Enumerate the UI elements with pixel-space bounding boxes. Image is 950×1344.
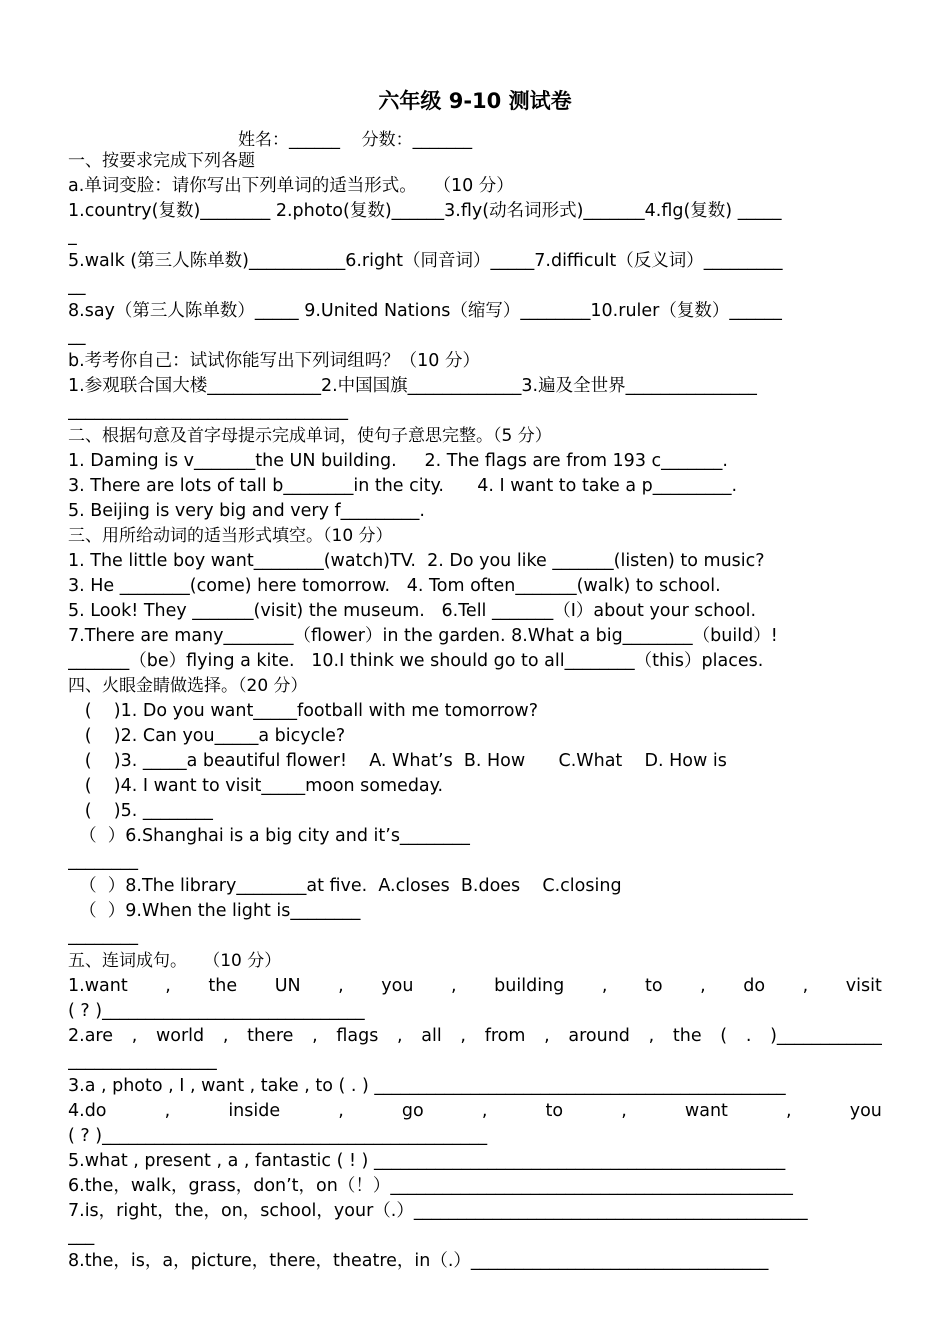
section-heading: 三、用所给动词的适当形式填空。（10 分） (68, 526, 393, 546)
comma: , (700, 976, 706, 996)
question-line: _______（be）flying a kite. 10.I think we should go to all________（this）places. (68, 651, 764, 671)
question-line: 1. Daming is v_______the UN building. 2. The flags are from 193 c_______. (68, 451, 728, 471)
bracket: ( (720, 1026, 728, 1046)
question-line: 7.There are many________（flower）in the garden. 8.What a big________（build）! (68, 626, 778, 646)
word: flags (336, 1026, 379, 1046)
word: 4.do (68, 1101, 107, 1121)
question-line-cont: ________________________________ (68, 401, 348, 421)
word: to (545, 1101, 564, 1121)
choice-question: （ ）6.Shanghai is a big city and it’s________ (68, 826, 470, 846)
word: to (644, 976, 663, 996)
page-title: 六年级 9-10 测试卷 (378, 89, 572, 113)
comma: , (338, 1101, 344, 1121)
choice-question: ( )1. Do you want_____football with me tomorrow? (68, 701, 539, 721)
sentence-q5: 5.what , present , a , fantastic ( ! ) _______________________________________________ (68, 1151, 786, 1171)
question-line-cont: __ (68, 276, 86, 296)
choice-question: ( )4. I want to visit_____moon someday. (68, 776, 444, 796)
section-heading: 一、按要求完成下列各题 (68, 151, 255, 171)
sentence-q7: 7.is，right，the，on，school，your（.）_____________________________________________ (68, 1201, 808, 1221)
word: 1.want (68, 976, 128, 996)
section-heading: 五、连词成句。 （10 分） (68, 951, 282, 971)
choice-question: ( )2. Can you_____a bicycle? (68, 726, 346, 746)
comma: , (165, 976, 171, 996)
comma: , (164, 1101, 171, 1121)
sentence-q4 (68, 1099, 882, 1124)
word: inside (228, 1101, 281, 1121)
comma: , (481, 1101, 488, 1121)
sentence-q2-cont: _________________ (68, 1051, 217, 1071)
exam-body (68, 149, 882, 1274)
instruction-line: a.单词变脸：请你写出下列单词的适当形式。 （10 分） (68, 176, 514, 196)
comma: , (786, 1101, 792, 1121)
comma: , (648, 1026, 655, 1046)
sentence-q2 (68, 1024, 882, 1049)
comma: , (312, 1026, 318, 1046)
choice-question-cont: ________ (68, 926, 138, 946)
answer-blank: )____________ (770, 1026, 882, 1046)
word: the (672, 1026, 702, 1046)
comma: , (460, 1026, 466, 1046)
comma: , (397, 1026, 403, 1046)
word: from (484, 1026, 526, 1046)
punct: . (745, 1026, 752, 1046)
sentence-q1-cont: ( ? )______________________________ (68, 1001, 365, 1021)
word: you (849, 1101, 882, 1121)
word: go (401, 1101, 424, 1121)
word: do (743, 976, 766, 996)
word: around (568, 1026, 630, 1046)
sentence-q3: 3.a , photo , I , want , take , to ( . ) _______________________________________________ (68, 1076, 786, 1096)
word: visit (845, 976, 882, 996)
choice-question: （ ）9.When the light is________ (68, 901, 361, 921)
sentence-q8: 8.the，is，a，picture，there，theatre，in（.）__________________________________ (68, 1251, 769, 1271)
sentence-q4-cont: ( ? )____________________________________________ (68, 1126, 488, 1146)
question-line: 1. The little boy want________(watch)TV. 2. Do you like _______(listen) to music? (68, 551, 765, 571)
instruction-line: b.考考你自己：试试你能写出下列词组吗？（10 分） (68, 351, 481, 371)
question-line: 3. He ________(come) here tomorrow. 4. Tom often_______(walk) to school. (68, 576, 721, 596)
word: want (684, 1101, 728, 1121)
comma: , (131, 1026, 138, 1046)
question-line: 8.say（第三人陈单数）_____ 9.United Nations（缩写）________10.ruler（复数）______ (68, 301, 782, 321)
comma: , (601, 976, 608, 996)
word: you (381, 976, 414, 996)
comma: , (621, 1101, 627, 1121)
choice-question-cont: ________ (68, 851, 138, 871)
sentence-q1 (68, 974, 882, 999)
word: building (494, 976, 565, 996)
question-line: 1.参观联合国大楼_____________2.中国国旗_____________3.遍及全世界_______________ (68, 376, 757, 396)
word: there (247, 1026, 294, 1046)
question-line: 1.country(复数)________ 2.photo(复数)______3.fly(动名词形式)_______4.flg(复数) _____ (68, 201, 782, 221)
comma: , (338, 976, 344, 996)
question-line-cont: __ (68, 326, 86, 346)
word: 2.are (68, 1026, 113, 1046)
word: all (421, 1026, 442, 1046)
word: the (208, 976, 238, 996)
question-line-cont: _ (68, 226, 77, 246)
question-line: 5. Look! They _______(visit) the museum. 6.Tell _______（I）about your school. (68, 601, 757, 621)
question-line: 3. There are lots of tall b________in the city. 4. I want to take a p_________. (68, 476, 738, 496)
word: UN (274, 976, 301, 996)
sentence-q6: 6.the，walk，grass，don’t，on（！）______________________________________________ (68, 1176, 793, 1196)
question-line: 5.walk (第三人陈单数)___________6.right（同音词）_____7.difficult（反义词）_________ (68, 251, 783, 271)
choice-question: （ ）8.The library________at five. A.closes B.does C.closing (68, 876, 622, 896)
choice-question: ( )3. _____a beautiful flower! A. What’s B. How C.What D. How is (68, 751, 727, 771)
question-line: 5. Beijing is very big and very f_________. (68, 501, 425, 521)
word: world (155, 1026, 205, 1046)
section-heading: 四、火眼金睛做选择。（20 分） (68, 676, 308, 696)
comma: , (802, 976, 809, 996)
comma: , (451, 976, 457, 996)
comma: , (222, 1026, 229, 1046)
section-heading: 二、根据句意及首字母提示完成单词，使句子意思完整。（5 分） (68, 426, 552, 446)
comma: , (544, 1026, 550, 1046)
choice-question: ( )5. ________ (68, 801, 213, 821)
name-score-line: 姓名：______ 分数：_______ (238, 130, 473, 150)
sentence-q7-cont: ___ (68, 1226, 95, 1246)
